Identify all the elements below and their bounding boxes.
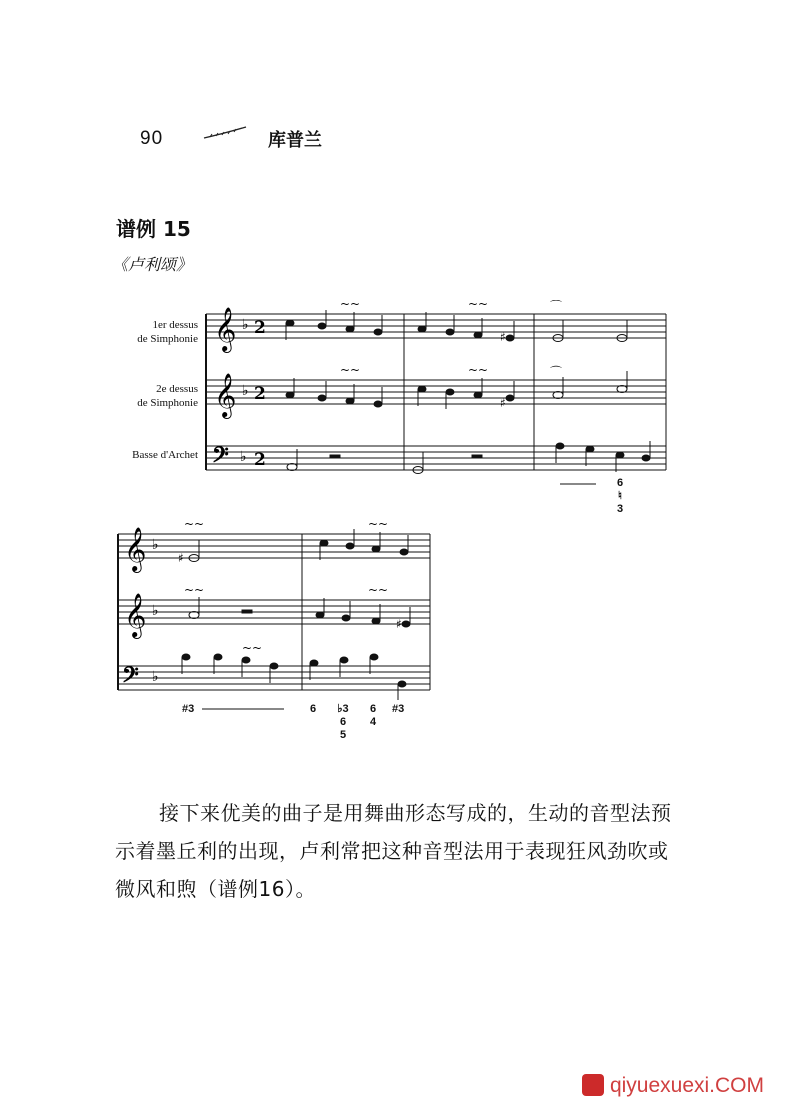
svg-text:𝄞: 𝄞 xyxy=(124,527,147,571)
svg-text:♯: ♯ xyxy=(500,330,506,344)
ornament-icon xyxy=(202,126,248,140)
svg-text:𝄞: 𝄞 xyxy=(124,593,147,637)
svg-text:2: 2 xyxy=(254,384,266,404)
svg-text:♯: ♯ xyxy=(396,617,402,631)
svg-text:♭: ♭ xyxy=(242,317,249,333)
svg-text:~~: ~~ xyxy=(184,583,205,597)
body-paragraph: 接下来优美的曲子是用舞曲形态写成的，生动的音型法预示着墨丘利的出现，卢利常把这种音型法用于表现狂风劲吹或微风和煦（谱例16）。 xyxy=(115,801,672,901)
bass-clef-icon: 𝄢 xyxy=(212,443,229,473)
score-system-1 xyxy=(200,300,672,480)
svg-text:♭: ♭ xyxy=(152,669,159,685)
figured-bass-1: 6 ♮ 3 xyxy=(616,477,624,515)
watermark: qiyuexuexi.COM xyxy=(582,1074,764,1098)
treble-clef-icon: 𝄞 xyxy=(214,373,237,417)
svg-text:~~: ~~ xyxy=(242,641,263,655)
svg-text:~~: ~~ xyxy=(184,520,205,531)
svg-text:~~: ~~ xyxy=(368,583,389,597)
svg-text:2: 2 xyxy=(254,318,266,338)
example-title: 谱例 15 xyxy=(116,217,191,241)
svg-text:♭: ♭ xyxy=(240,449,247,465)
svg-text:~~: ~~ xyxy=(468,300,489,311)
page-number: 90 xyxy=(140,128,164,149)
svg-text:♯: ♯ xyxy=(178,551,184,565)
figured-bass-2-1: #3 xyxy=(182,703,195,715)
svg-text:♭: ♭ xyxy=(152,537,159,553)
site-logo-icon xyxy=(582,1074,604,1096)
treble-clef-icon: 𝄞 xyxy=(214,307,237,351)
svg-text:~~: ~~ xyxy=(368,520,389,531)
instrument-label-3: Basse d'Archet xyxy=(132,449,198,461)
svg-text:𝄢: 𝄢 xyxy=(122,663,139,693)
figured-bass-line-1 xyxy=(560,478,640,518)
running-title: 库普兰 xyxy=(268,130,322,151)
score-system-2 xyxy=(114,520,436,700)
svg-text:♭: ♭ xyxy=(242,383,249,399)
figured-bass-2-4: 6 4 xyxy=(369,703,377,728)
svg-text:♯: ♯ xyxy=(500,396,506,410)
svg-text:~~: ~~ xyxy=(340,363,361,377)
svg-text:~~: ~~ xyxy=(340,300,361,311)
figured-bass-2-5: #3 xyxy=(392,703,405,715)
figured-bass-2-3: ♭3 6 5 xyxy=(337,703,349,741)
figured-bass-2-2: 6 xyxy=(310,703,317,715)
figured-bass-line-2 xyxy=(202,704,286,712)
svg-text:♭: ♭ xyxy=(152,603,159,619)
svg-text:~~: ~~ xyxy=(468,363,489,377)
instrument-label-1: 1er dessus de Simphonie xyxy=(137,319,198,345)
svg-text:⌒: ⌒ xyxy=(550,300,563,313)
instrument-label-2: 2e dessus de Simphonie xyxy=(137,383,198,409)
example-subtitle: 《卢利颂》 xyxy=(112,255,193,274)
svg-text:2: 2 xyxy=(254,450,266,470)
svg-text:⌒: ⌒ xyxy=(550,365,563,379)
